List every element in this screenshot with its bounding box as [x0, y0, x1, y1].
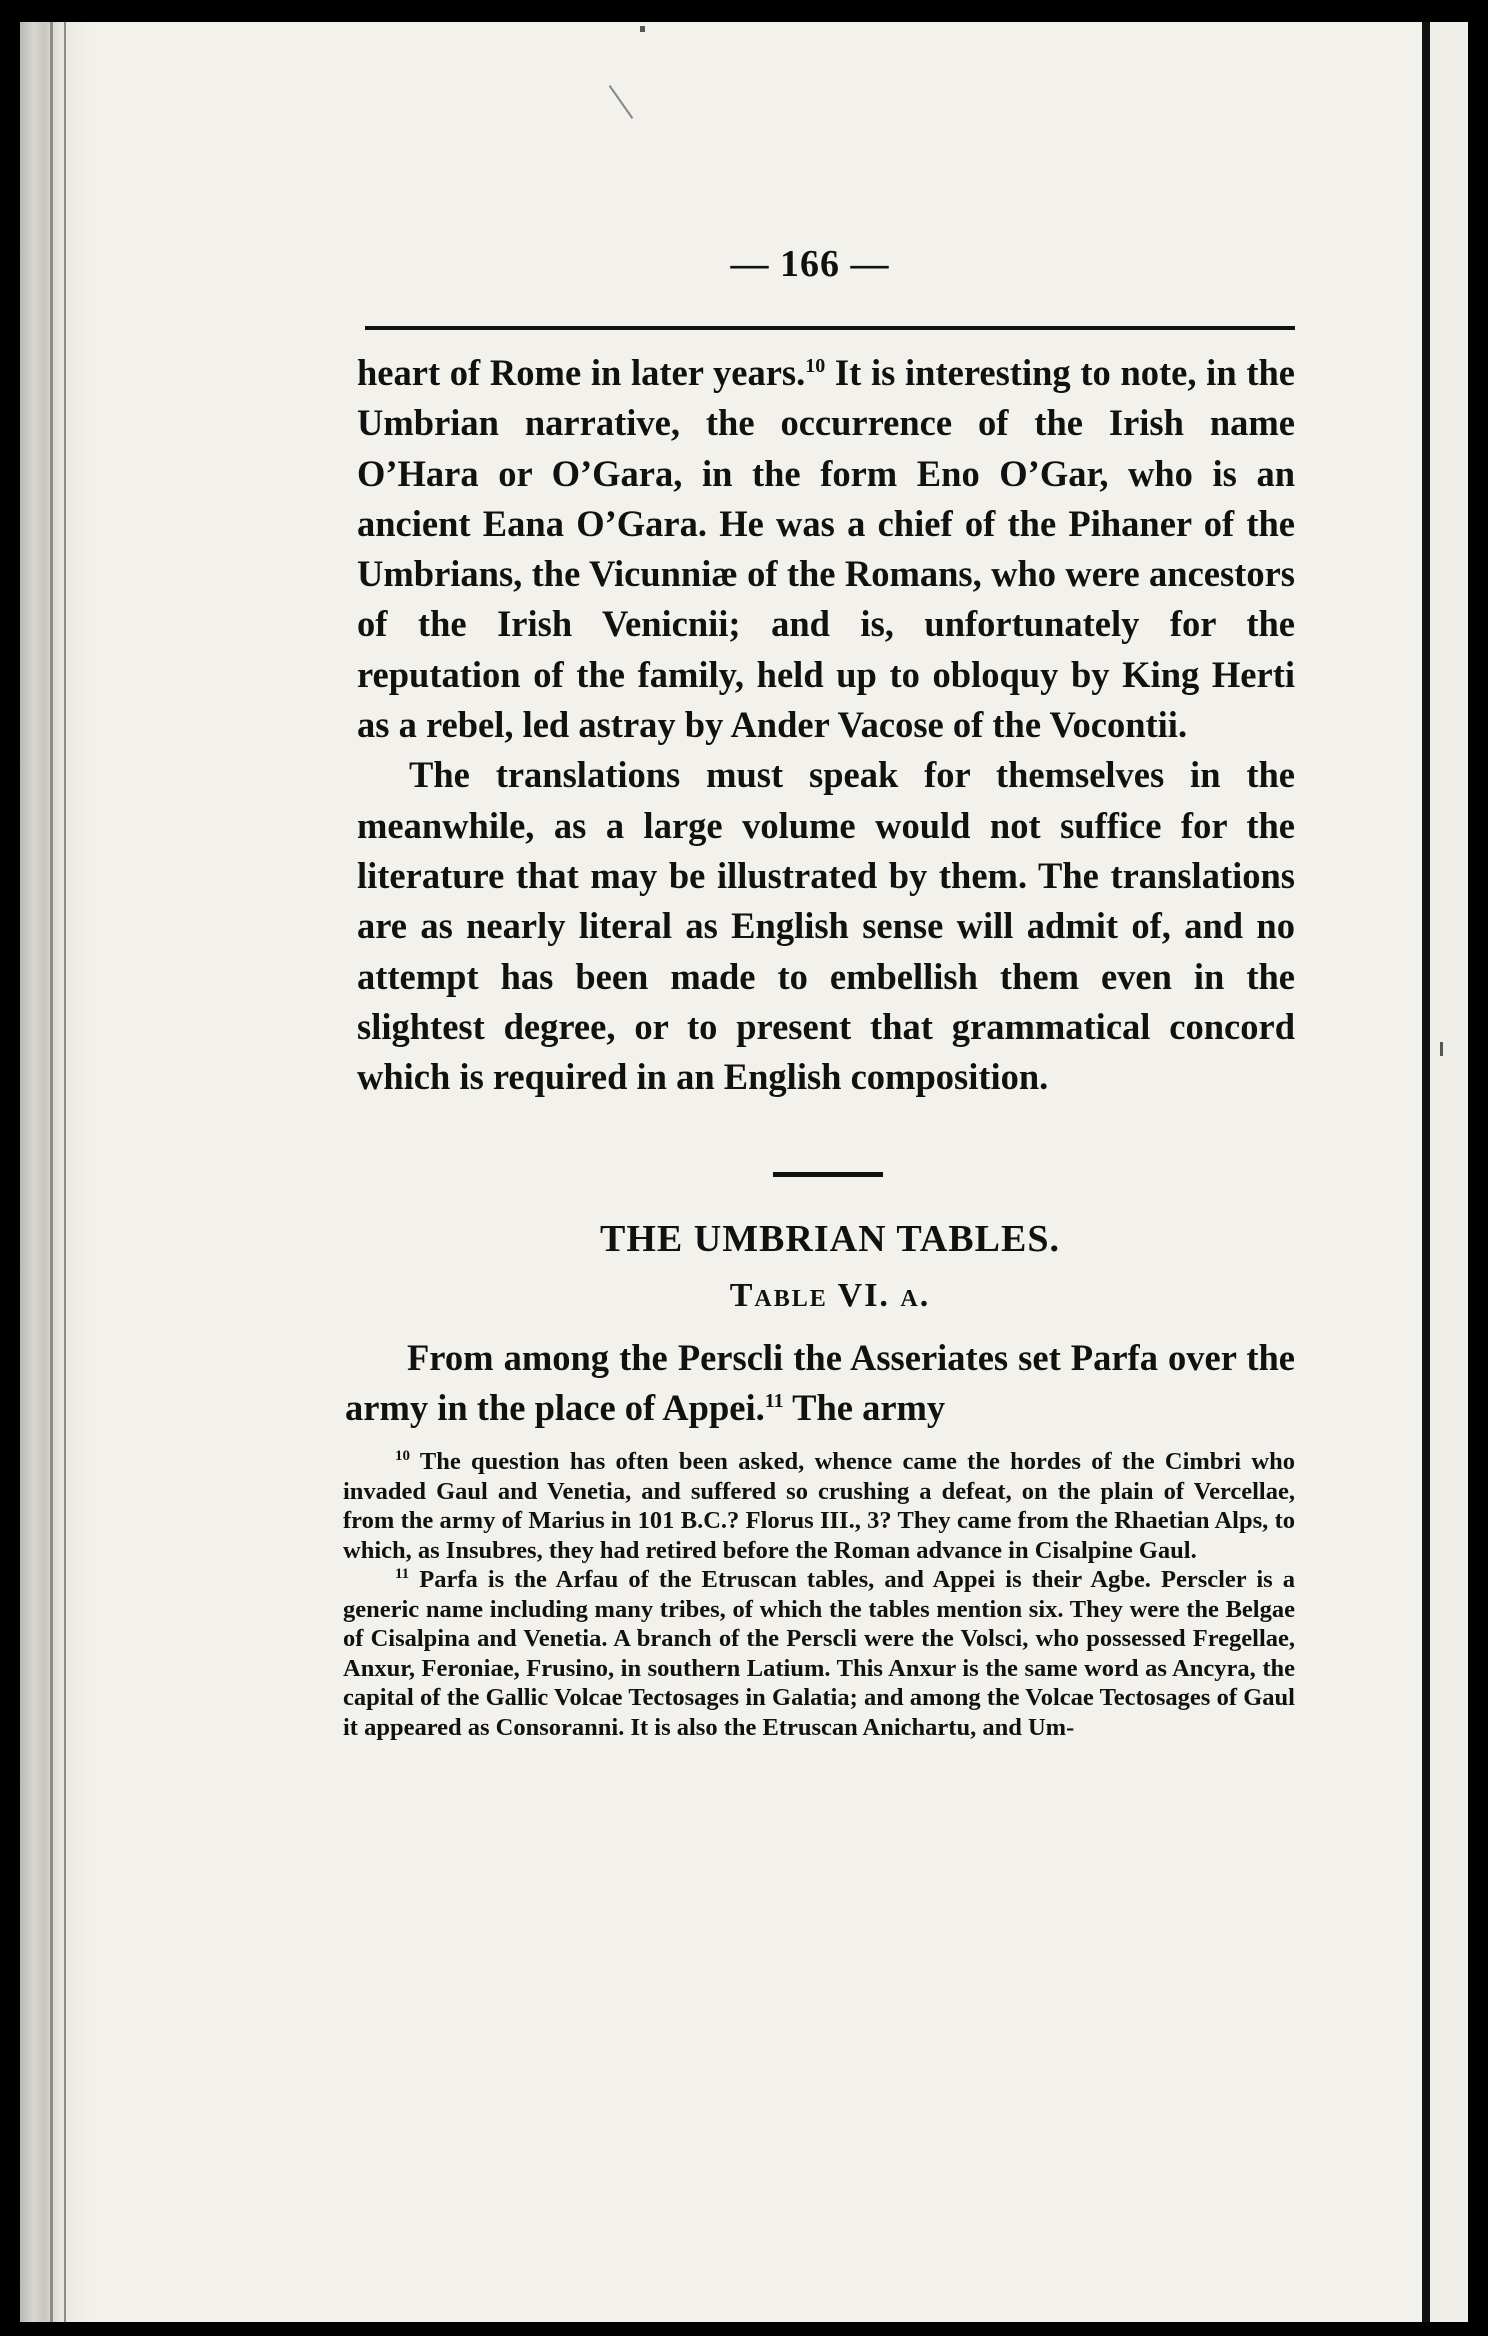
page-number: — 166 — — [730, 243, 890, 285]
body-text — [325, 348, 1295, 1102]
paragraph: The translations must speak for themselves in the meanwhile, as a large volume would not suffice for the literature that may be illustrated by them. The translations are as nearly literal as English sense will admit of, and no attempt has been made to embellish them even in the slightest degree, or to present that grammatical concord which is required in an English composition. — [357, 754, 1295, 1098]
paragraph — [357, 348, 1295, 750]
scan-speck — [640, 26, 645, 32]
footnote — [343, 1447, 1295, 1565]
section-title: THE UMBRIAN TABLES. — [600, 1218, 1060, 1261]
footnote-reference: 10 — [805, 354, 826, 377]
footnote-text: The question has often been asked, whence came the hordes of the Cimbri who invaded Gaul and Venetia, and suffered so crushing a defeat, on the plain of Vercellae, from the army of Marius in 101 B.C.? Florus III., 3? They came from the Rhaetian Alps, to which, as Insubres, they had retired before the Roman advance in Cisalpine Gaul. — [343, 1448, 1295, 1564]
gutter-line — [64, 22, 66, 2322]
footnote — [343, 1565, 1295, 1742]
paragraph-text: heart of Rome in later years. — [357, 352, 806, 393]
gutter-line — [50, 22, 53, 2322]
footnotes — [325, 1447, 1295, 1742]
table-heading: Table VI. a. — [729, 1277, 931, 1315]
header-rule — [365, 326, 1295, 330]
footnote-marker: 10 — [395, 1448, 410, 1465]
paragraph-text: The army — [783, 1387, 946, 1429]
paragraph-text: From among the Perscli the Asseriates set Parfa over the army in the place of Appei. — [345, 1337, 1295, 1429]
paragraph-text: It is interesting to note, in the Umbrian narrative, the occurrence of the Irish name O’Hara or O’Gara, in the form Eno O’Gar, who is an ancient Eana O’Gara. He was a chief of the Pihaner of the Umbrians, the Vicunniæ of the Romans, who were ancestors of the Irish Venicnii; and is, unfortunately for the reputation of the family, held up to obloquy by King Herti as a rebel, led astray by Ander Vacose of the Vocontii. — [357, 352, 1295, 746]
next-page-edge — [1430, 22, 1468, 2322]
footnote-text: Parfa is the Arfau of the Etruscan tables, and Appei is their Agbe. Perscler is a generic name including many tribes, of which the tables mention six. They were the Belgae of Cisalpina and Venetia. A branch of the Perscli were the Volsci, who possessed Fregellae, Anxur, Feroniae, Frusino, in southern Latium. This Anxur is the same word as Ancyra, the capital of the Gallic Volcae Tectosages in Galatia; and among the Volcae Tectosages of Gaul it appeared as Consoranni. It is also the Etruscan Anichartu, and Um- — [343, 1566, 1295, 1741]
translation-text — [325, 1333, 1295, 1433]
page-content — [325, 212, 1295, 1742]
page-edge-bar — [1422, 22, 1430, 2322]
scan-speck — [609, 85, 634, 119]
footnote-reference: 11 — [764, 1390, 784, 1413]
section-divider — [773, 1172, 883, 1177]
footnote-marker: 11 — [395, 1566, 410, 1583]
book-page — [20, 22, 1468, 2322]
page-gutter-shadow — [20, 22, 92, 2322]
scan-speck — [1440, 1042, 1443, 1056]
paragraph — [345, 1333, 1295, 1433]
